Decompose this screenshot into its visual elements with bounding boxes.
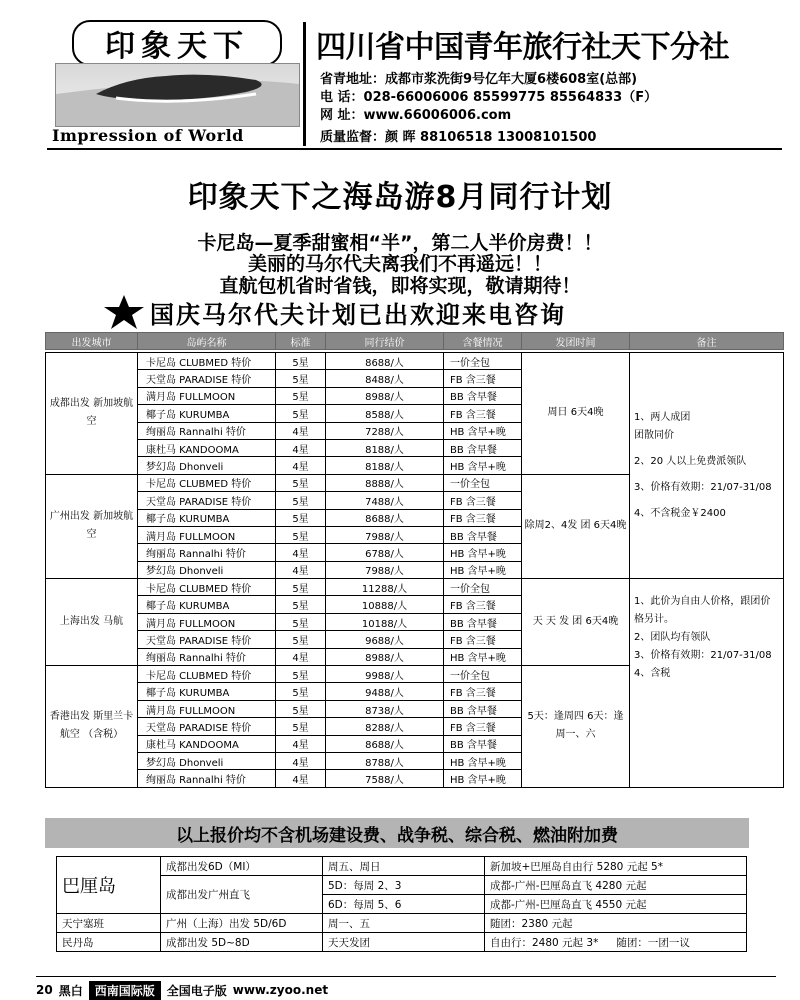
- departure-time: 5天：逢周四 6天：逢周一、六: [522, 666, 630, 788]
- star-rating: 4星: [276, 439, 326, 456]
- star-rating: 5星: [276, 579, 326, 596]
- island-name: 满月岛 FULLMOON: [138, 613, 276, 630]
- island-name: 椰子岛 KURUMBA: [138, 683, 276, 700]
- schedule: 6D：每周 5、6: [323, 895, 485, 914]
- star-rating: 5星: [276, 718, 326, 735]
- star-rating: 4星: [276, 422, 326, 439]
- price: 9688/人: [326, 631, 444, 648]
- departure-city: 上海出发 马航: [46, 579, 138, 666]
- island-name: 卡尼岛 CLUBMED 特价: [138, 666, 276, 683]
- remark-line: 2、团队均有领队: [634, 631, 711, 643]
- headline-national-day: 国庆马尔代夫计划已出欢迎来电咨询: [150, 301, 566, 329]
- island-name: 梦幻岛 Dhonveli: [138, 752, 276, 769]
- price: 8688/人: [326, 353, 444, 370]
- star-rating: 5星: [276, 613, 326, 630]
- col-header: 发团时间: [522, 333, 630, 350]
- island-name: 满月岛 FULLMOON: [138, 387, 276, 404]
- meal-plan: BB 含早餐: [444, 700, 522, 717]
- price-table: [45, 332, 784, 788]
- destination-saipan: 天宁塞班: [57, 914, 161, 933]
- remark-line: 2、20 人以上免费派领队: [634, 455, 747, 467]
- meal-plan: 一价全包: [444, 666, 522, 683]
- meal-plan: BB 含早餐: [444, 735, 522, 752]
- island-name: 椰子岛 KURUMBA: [138, 509, 276, 526]
- price-info: 新加坡+巴厘岛自由行 5280 元起 5*: [485, 857, 747, 876]
- section-tag: 西南国际版: [89, 981, 161, 1000]
- col-header: 出发城市: [46, 333, 138, 350]
- page-number: 20: [36, 983, 53, 997]
- other-destinations-table: [56, 856, 747, 952]
- meal-plan: HB 含早+晚: [444, 544, 522, 561]
- col-header: 同行结价: [326, 333, 444, 350]
- edition-label: 全国电子版: [166, 983, 227, 998]
- table-row: [57, 914, 747, 933]
- meal-plan: FB 含三餐: [444, 683, 522, 700]
- price: 8188/人: [326, 439, 444, 456]
- price: 7988/人: [326, 561, 444, 578]
- star-rating: 5星: [276, 405, 326, 422]
- meal-plan: HB 含早+晚: [444, 648, 522, 665]
- schedule: 周五、周日: [323, 857, 485, 876]
- remark-line: 3、价格有效期：21/07-31/08: [634, 481, 772, 493]
- price: 7588/人: [326, 770, 444, 787]
- destination-bali: 巴厘岛: [57, 857, 161, 914]
- island-name: 康杜马 KANDOOMA: [138, 439, 276, 456]
- price: 8688/人: [326, 735, 444, 752]
- star-rating: 4星: [276, 752, 326, 769]
- price: 8188/人: [326, 457, 444, 474]
- table-row: [46, 579, 784, 596]
- departure-time: 周日 6天4晚: [522, 353, 630, 475]
- company-phone: 电 话：028-66006006 85599775 85564833（F）: [320, 90, 658, 105]
- price-notice-bar: 以上报价均不含机场建设费、战争税、综合税、燃油附加费: [45, 818, 749, 848]
- star-rating: 5星: [276, 596, 326, 613]
- price-info: 成都-广州-巴厘岛直飞 4280 元起: [485, 876, 747, 895]
- route: 成都出发广州直飞: [161, 876, 323, 914]
- price: 8688/人: [326, 509, 444, 526]
- island-name: 满月岛 FULLMOON: [138, 700, 276, 717]
- island-photo: [55, 63, 300, 127]
- star-rating: 5星: [276, 387, 326, 404]
- price: 11288/人: [326, 579, 444, 596]
- headline-promo: 卡尼岛—夏季甜蜜相“半”，第二人半价房费！！: [197, 232, 603, 254]
- star-rating: 4星: [276, 544, 326, 561]
- star-rating: 5星: [276, 492, 326, 509]
- footer: [36, 980, 766, 1000]
- price: 9488/人: [326, 683, 444, 700]
- meal-plan: HB 含早+晚: [444, 752, 522, 769]
- price: 8788/人: [326, 752, 444, 769]
- price: 8988/人: [326, 648, 444, 665]
- star-rating: 5星: [276, 666, 326, 683]
- meal-plan: 一价全包: [444, 474, 522, 491]
- price-info: 成都-广州-巴厘岛直飞 4550 元起: [485, 895, 747, 914]
- island-name: 天堂岛 PARADISE 特价: [138, 631, 276, 648]
- departure-time: 天 天 发 团 6天4晚: [522, 579, 630, 666]
- meal-plan: FB 含三餐: [444, 631, 522, 648]
- meal-plan: BB 含早餐: [444, 387, 522, 404]
- company-name: 四川省中国青年旅行社天下分社: [316, 30, 729, 65]
- meal-plan: FB 含三餐: [444, 492, 522, 509]
- header-rule: [47, 148, 782, 150]
- meal-plan: 一价全包: [444, 353, 522, 370]
- meal-plan: FB 含三餐: [444, 405, 522, 422]
- col-header: 标准: [276, 333, 326, 350]
- price-group: 随团：一团一议: [616, 936, 690, 949]
- schedule: 周一、五: [323, 914, 485, 933]
- remark-line: 4、不含税金￥2400: [634, 507, 726, 519]
- star-rating: 4星: [276, 735, 326, 752]
- logo-title: 印象天下: [72, 20, 282, 66]
- remarks: [630, 579, 784, 788]
- col-header: 岛屿名称: [138, 333, 276, 350]
- island-name: 椰子岛 KURUMBA: [138, 405, 276, 422]
- table-row: [57, 876, 747, 895]
- price-info: 随团：2380 元起: [485, 914, 747, 933]
- departure-city: 广州出发 新加坡航空: [46, 474, 138, 578]
- departure-city: 成都出发 新加坡航空: [46, 353, 138, 475]
- meal-plan: 一价全包: [444, 579, 522, 596]
- schedule: 5D：每周 2、3: [323, 876, 485, 895]
- footer-rule: [36, 976, 776, 977]
- price: 8288/人: [326, 718, 444, 735]
- remark-line: 4、含税: [634, 667, 671, 679]
- price: 6788/人: [326, 544, 444, 561]
- price-info: [485, 933, 747, 952]
- table-row: [57, 857, 747, 876]
- price: 8488/人: [326, 370, 444, 387]
- price: 7488/人: [326, 492, 444, 509]
- departure-city: 香港出发 斯里兰卡航空 （含税）: [46, 666, 138, 788]
- island-name: 卡尼岛 CLUBMED 特价: [138, 474, 276, 491]
- island-name: 梦幻岛 Dhonveli: [138, 561, 276, 578]
- price: 8738/人: [326, 700, 444, 717]
- island-name: 绚丽岛 Rannalhi 特价: [138, 770, 276, 787]
- island-name: 椰子岛 KURUMBA: [138, 596, 276, 613]
- island-name: 天堂岛 PARADISE 特价: [138, 492, 276, 509]
- price: 10188/人: [326, 613, 444, 630]
- meal-plan: HB 含早+晚: [444, 770, 522, 787]
- star-rating: 5星: [276, 631, 326, 648]
- meal-plan: BB 含早餐: [444, 439, 522, 456]
- table-header: [46, 333, 784, 350]
- main-title: 印象天下之海岛游8月同行计划: [187, 180, 613, 215]
- meal-plan: HB 含早+晚: [444, 561, 522, 578]
- island-name: 康杜马 KANDOOMA: [138, 735, 276, 752]
- company-address: 省青地址：成都市浆洗街9号亿年大厦6楼608室(总部): [320, 72, 638, 87]
- island-name: 卡尼岛 CLUBMED 特价: [138, 353, 276, 370]
- table-row: [57, 933, 747, 952]
- star-rating: 5星: [276, 700, 326, 717]
- star-icon: [104, 295, 144, 329]
- star-rating: 5星: [276, 474, 326, 491]
- meal-plan: HB 含早+晚: [444, 422, 522, 439]
- destination-bintan: 民丹岛: [57, 933, 161, 952]
- route: 成都出发6D（MI）: [161, 857, 323, 876]
- island-name: 满月岛 FULLMOON: [138, 526, 276, 543]
- price: 8988/人: [326, 387, 444, 404]
- island-name: 绚丽岛 Rannalhi 特价: [138, 544, 276, 561]
- departure-time: 除周2、4发 团 6天4晚: [522, 474, 630, 578]
- star-rating: 5星: [276, 526, 326, 543]
- island-name: 梦幻岛 Dhonveli: [138, 457, 276, 474]
- remark-line: 团散同价: [634, 429, 674, 441]
- price: 7988/人: [326, 526, 444, 543]
- color-mode: 黑白: [58, 983, 83, 998]
- price: 8588/人: [326, 405, 444, 422]
- meal-plan: BB 含早餐: [444, 613, 522, 630]
- star-rating: 4星: [276, 561, 326, 578]
- company-website: 网 址：www.66006006.com: [320, 108, 512, 123]
- headline-charter: 直航包机省时省钱，即将实现，敬请期待！: [219, 275, 581, 297]
- footer-website: www.zyoo.net: [232, 983, 329, 997]
- star-rating: 5星: [276, 353, 326, 370]
- route: 成都出发 5D~8D: [161, 933, 323, 952]
- island-name: 绚丽岛 Rannalhi 特价: [138, 648, 276, 665]
- island-name: 天堂岛 PARADISE 特价: [138, 370, 276, 387]
- island-name: 绚丽岛 Rannalhi 特价: [138, 422, 276, 439]
- remark-line: 1、两人成团: [634, 411, 691, 423]
- island-name: 天堂岛 PARADISE 特价: [138, 718, 276, 735]
- logo-subtitle: Impression of World: [52, 126, 244, 145]
- star-rating: 5星: [276, 683, 326, 700]
- star-rating: 4星: [276, 770, 326, 787]
- schedule: 天天发团: [323, 933, 485, 952]
- star-rating: 4星: [276, 648, 326, 665]
- col-header: 备注: [630, 333, 784, 350]
- price: 7288/人: [326, 422, 444, 439]
- meal-plan: HB 含早+晚: [444, 457, 522, 474]
- col-header: 含餐情况: [444, 333, 522, 350]
- island-name: 卡尼岛 CLUBMED 特价: [138, 579, 276, 596]
- meal-plan: FB 含三餐: [444, 596, 522, 613]
- meal-plan: FB 含三餐: [444, 509, 522, 526]
- header-divider: [303, 22, 306, 146]
- price: 10888/人: [326, 596, 444, 613]
- remark-line: 1、此价为自由人价格，跟团价格另计。: [634, 595, 771, 625]
- table-row: [46, 353, 784, 370]
- price: 8888/人: [326, 474, 444, 491]
- star-rating: 4星: [276, 457, 326, 474]
- meal-plan: BB 含早餐: [444, 526, 522, 543]
- meal-plan: FB 含三餐: [444, 718, 522, 735]
- meal-plan: FB 含三餐: [444, 370, 522, 387]
- route: 广州（上海）出发 5D/6D: [161, 914, 323, 933]
- headline-maldives: 美丽的马尔代夫离我们不再遥远！！: [247, 253, 552, 275]
- quality-supervisor: 质量监督：颜 晖 88106518 13008101500: [320, 130, 597, 145]
- remarks: [630, 353, 784, 579]
- star-rating: 5星: [276, 370, 326, 387]
- price-free: 自由行：2480 元起 3*: [490, 936, 599, 949]
- remark-line: 3、价格有效期：21/07-31/08: [634, 649, 772, 661]
- star-rating: 5星: [276, 509, 326, 526]
- price: 9988/人: [326, 666, 444, 683]
